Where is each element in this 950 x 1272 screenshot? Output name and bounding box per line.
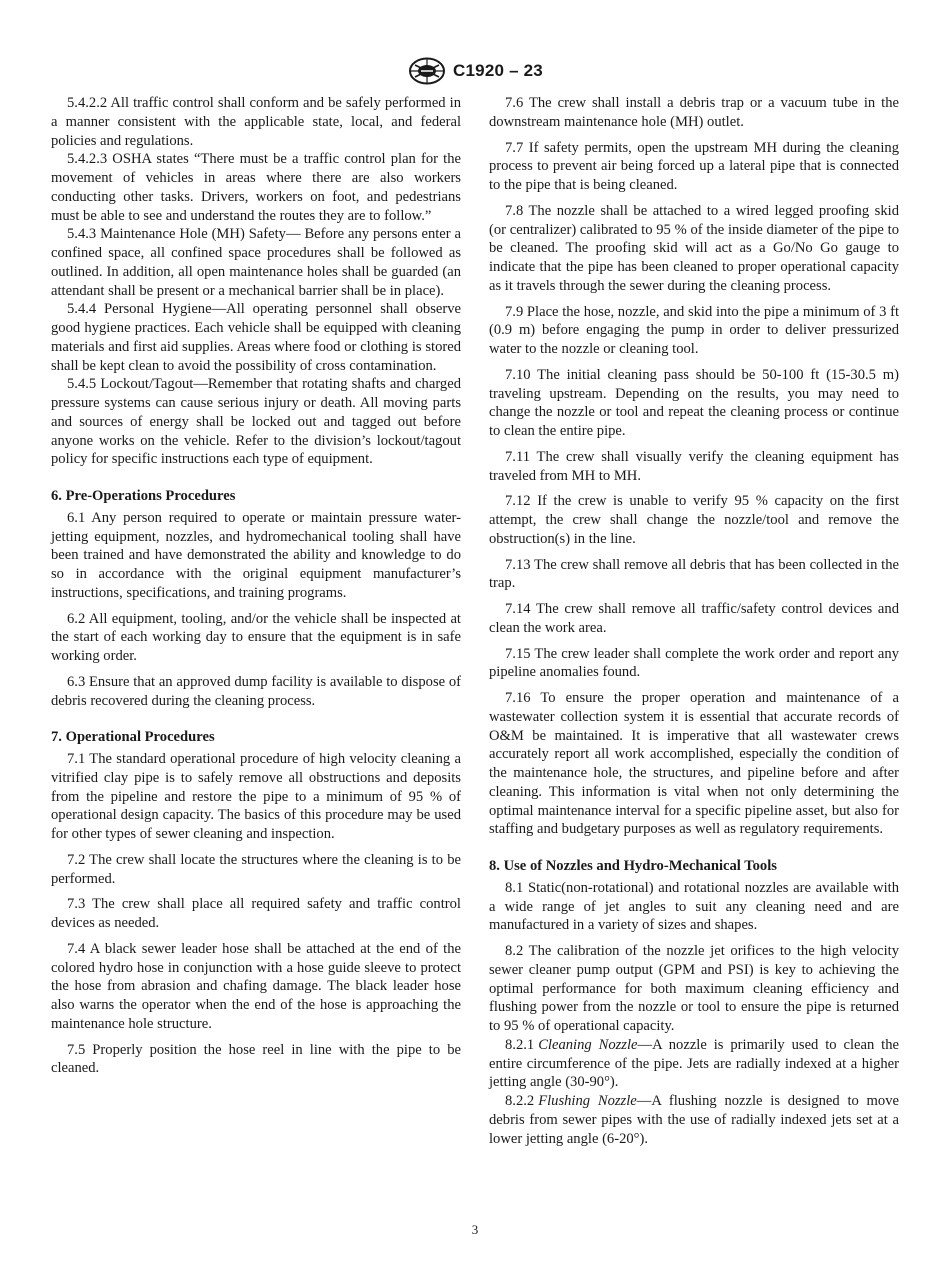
paragraph: 7.5 Properly position the hose reel in line with the pipe to be cleaned.: [51, 1041, 461, 1077]
clause-number: 8.2.2: [505, 1093, 535, 1109]
paragraph: 7.11 The crew shall visually verify the cleaning equipment has traveled from MH to MH.: [489, 448, 899, 484]
section-heading: 6. Pre-Operations Procedures: [51, 488, 236, 504]
paragraph: [489, 1036, 899, 1092]
paragraph: 7.8 The nozzle shall be attached to a wired legged proofing skid (or centralizer) calibrated to 95 % of the inside diameter of the pipe to be cleaned. The proofing skid will act as a Go/No Go gauge to indicate that the pipe has been cleaned to proper operational capacity as it travels through the sewer during the cleaning process.: [489, 202, 899, 294]
paragraph: 6.3 Ensure that an approved dump facility is available to dispose of debris recovered during the cleaning process.: [51, 673, 461, 709]
section-heading: 8. Use of Nozzles and Hydro-Mechanical Tools: [489, 858, 777, 874]
paragraph: 7.2 The crew shall locate the structures where the cleaning is to be performed.: [51, 851, 461, 887]
paragraph: 7.12 If the crew is unable to verify 95 % capacity on the first attempt, the crew shall change the nozzle/tool and remove the obstruction(s) in the line.: [489, 493, 899, 547]
left-column: [51, 94, 461, 1078]
paragraph: 5.4.4 Personal Hygiene—All operating personnel shall observe good hygiene practices. Each vehicle shall be equipped with cleaning materials and first aid supplies. Areas where food or clothing is stored shall be kept clean to avoid the possibility of cross contamination.: [51, 301, 461, 374]
paragraph: [489, 1092, 899, 1148]
paragraph: 7.4 A black sewer leader hose shall be attached at the end of the colored hydro hose in conjunction with a hose guide sleeve to protect the hose from abrasion and chafing damage. The black leader hose also warns the operator when the end of the hose is approaching the maintenance hole structure.: [51, 940, 461, 1032]
paragraph: 7.3 The crew shall place all required safety and traffic control devices as needed.: [51, 896, 461, 931]
clause-title: Flushing Nozzle: [538, 1093, 637, 1109]
paragraph: 7.14 The crew shall remove all traffic/safety control devices and clean the work area.: [489, 601, 899, 636]
paragraph: 7.9 Place the hose, nozzle, and skid into the pipe a minimum of 3 ft (0.9 m) before engaging the pump in order to deliver pressurized water to the nozzle or cleaning tool.: [489, 303, 899, 357]
paragraph: 6.1 Any person required to operate or maintain pressure water-jetting equipment, nozzles, and hydromechanical tooling shall have been trained and have demonstrated the ability and knowledge to do so in accordance with the original equipment manufacturer’s instructions, specifications, and training programs.: [51, 509, 461, 601]
clause-title: Cleaning Nozzle: [538, 1036, 638, 1053]
paragraph: 7.13 The crew shall remove all debris that has been collected in the trap.: [489, 556, 899, 592]
paragraph: 7.6 The crew shall install a debris trap or a vacuum tube in the downstream maintenance hole (MH) outlet.: [489, 95, 899, 130]
paragraph: 6.2 All equipment, tooling, and/or the vehicle shall be inspected at the start of each working day to ensure that the equipment is in safe working order.: [51, 610, 461, 664]
page-header: [0, 56, 950, 86]
page-number: 3: [471, 1222, 479, 1237]
paragraph: 7.1 The standard operational procedure of high velocity cleaning a vitrified clay pipe is to safely remove all obstructions and deposits from the pipeline and restore the pipe to a minimum of 95 % of operational design capacity. The basics of this procedure may be used for other types of sewer cleaning and inspection.: [51, 751, 461, 842]
clause-number: 8.2.1: [505, 1036, 535, 1053]
clause-text: —A nozzle is primarily used to clean the entire circumference of the pipe. Jets are radially indexed at a higher jetting angle (30-90°).: [489, 1036, 900, 1091]
paragraph: 5.4.2.3 OSHA states “There must be a traffic control plan for the movement of vehicles in areas where there are also workers conducting other tasks. Drivers, workers on foot, and pedestrians must be able to see and understand the routes they are to follow.”: [51, 151, 461, 224]
paragraph: 8.1 Static(non-rotational) and rotational nozzles are available with a wide range of jet angles to suit any cleaning need and are manufactured in a variety of sizes and shapes.: [489, 879, 899, 934]
paragraph: 7.10 The initial cleaning pass should be 50-100 ft (15-30.5 m) traveling upstream. Depending on the results, you may need to change the nozzle or tool and repeat the cleaning process or continue to clean the entire pipe.: [489, 366, 899, 439]
right-column: [489, 94, 899, 1148]
paragraph: 5.4.3 Maintenance Hole (MH) Safety— Before any persons enter a confined space, all confined space procedures shall be followed as outlined. In addition, all open maintenance holes shall be guarded (an attendant shall be present or a mechanical barrier shall be in place).: [51, 226, 461, 299]
paragraph: 5.4.2.2 All traffic control shall conform and be safely performed in a manner consistent with the applicable state, local, and federal policies and regulations.: [51, 95, 461, 149]
clause-text: —A flushing nozzle is designed to move debris from sewer pipes with the use of radially indexed jets set at a lower jetting angle (6-20°).: [489, 1093, 899, 1147]
section-heading: 7. Operational Procedures: [51, 729, 215, 746]
astm-logo-icon: [407, 57, 447, 85]
paragraph: 7.16 To ensure the proper operation and maintenance of a wastewater collection system it is essential that accurate records of O&M be maintained. It is imperative that all wastewater crews accurately report all work accomplished, especially the condition of the maintenance hole, the structures, and pipeline before and after cleaning. This information is vital when not only determining the optimal maintenance interval for a specific pipeline asset, but also for staffing and budgetary purposes as well as regulatory requirements.: [489, 690, 899, 838]
paragraph: 5.4.5 Lockout/Tagout—Remember that rotating shafts and charged pressure systems can cause serious injury or death. All moving parts and sources of energy shall be locked out and tagged out before anyone works on the vehicle. Refer to the division’s lockout/tagout policy for specific instructions each type of equipment.: [51, 376, 461, 468]
paragraph: 7.15 The crew leader shall complete the work order and report any pipeline anomalies found.: [489, 645, 899, 681]
document-id: C1920 – 23: [453, 61, 543, 80]
paragraph: 8.2 The calibration of the nozzle jet orifices to the high velocity sewer cleaner pump output (GPM and PSI) is key to achieving the optimal performance for both maximum cleaning efficiency and flushing power from the nozzle or tool to ensure the pipe is returned to 95 % of operational capacity.: [489, 943, 899, 1034]
paragraph: 7.7 If safety permits, open the upstream MH during the cleaning process to prevent air being forced up a lateral pipe that is connected to the pipe that is being cleaned.: [489, 139, 899, 193]
